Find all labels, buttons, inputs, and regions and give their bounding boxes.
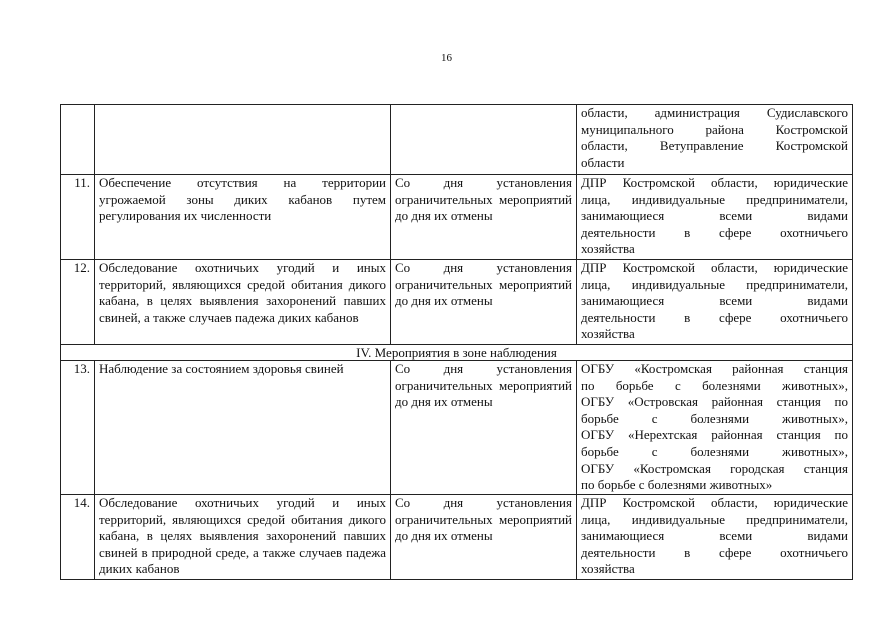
page-number: 16	[441, 52, 452, 64]
measure-cell: Обследование охотничьих угодий и иных территорий, являющихся средой обитания дикого кабана, в целях выявления захоронений павших свиней, а также случаев падежа диких кабанов	[95, 260, 391, 345]
responsible-line: ОГБУ «Островская районная станция по	[581, 394, 848, 410]
responsible-line: области, Ветуправление Костромской	[581, 138, 848, 154]
responsible-line: хозяйства	[581, 561, 635, 577]
responsible-line: ДПР Костромской области, юридические	[581, 260, 848, 275]
measure-cell: Обследование охотничьих угодий и иных территорий, являющихся средой обитания дикого кабана, в целях выявления захоронений павших свиней в природной среде, а также случаев падежа диких кабанов	[95, 495, 391, 580]
responsible-cell	[577, 495, 853, 580]
responsible-line: деятельности в сфере охотничьего	[581, 309, 848, 325]
responsible-line: ОГБУ «Нерехтская районная станция по	[581, 427, 848, 443]
responsible-line: лица, индивидуальные предприниматели,	[581, 276, 848, 292]
term-cell: Со дня установления ограничительных мероприятий до дня их отмены	[391, 495, 577, 580]
responsible-line: ДПР Костромской области, юридические	[581, 175, 848, 190]
row-number: 13.	[61, 361, 95, 495]
responsible-line: лица, индивидуальные предприниматели,	[581, 191, 848, 207]
responsible-cell	[577, 260, 853, 345]
measures-table	[60, 104, 853, 580]
term-cell	[391, 105, 577, 175]
table-row	[61, 361, 853, 495]
row-number	[61, 105, 95, 175]
responsible-line: по борьбе с болезнями животных»	[581, 477, 773, 493]
responsible-line: деятельности в сфере охотничьего	[581, 224, 848, 240]
table-row	[61, 495, 853, 580]
measure-cell: Обеспечение отсутствия на территории угрожаемой зоны диких кабанов путем регулирования их численности	[95, 175, 391, 260]
responsible-line: занимающиеся всеми видами	[581, 528, 848, 544]
row-number: 12.	[61, 260, 95, 345]
section-row	[61, 345, 853, 361]
row-number: 14.	[61, 495, 95, 580]
responsible-line: лица, индивидуальные предприниматели,	[581, 511, 848, 527]
term-cell: Со дня установления ограничительных мероприятий до дня их отмены	[391, 361, 577, 495]
responsible-line: по борьбе с болезнями животных»,	[581, 377, 848, 393]
responsible-cell	[577, 105, 853, 175]
table-row	[61, 260, 853, 345]
responsible-line: деятельности в сфере охотничьего	[581, 544, 848, 560]
section-heading: IV. Мероприятия в зоне наблюдения	[61, 345, 853, 361]
measure-cell	[95, 105, 391, 175]
responsible-line: ОГБУ «Костромская районная станция	[581, 361, 848, 376]
measure-cell: Наблюдение за состоянием здоровья свиней	[95, 361, 391, 495]
responsible-cell	[577, 361, 853, 495]
responsible-line: занимающиеся всеми видами	[581, 208, 848, 224]
responsible-line: муниципального района Костромской	[581, 121, 848, 137]
responsible-line: области, администрация Судиславского	[581, 105, 848, 120]
responsible-line: хозяйства	[581, 326, 635, 342]
responsible-line: борьбе с болезнями животных»,	[581, 410, 848, 426]
responsible-line: ДПР Костромской области, юридические	[581, 495, 848, 510]
row-number: 11.	[61, 175, 95, 260]
term-cell: Со дня установления ограничительных мероприятий до дня их отмены	[391, 260, 577, 345]
responsible-line: хозяйства	[581, 241, 635, 257]
responsible-line: борьбе с болезнями животных»,	[581, 443, 848, 459]
responsible-line: ОГБУ «Костромская городская станция	[581, 460, 848, 476]
table-row	[61, 175, 853, 260]
table-row	[61, 105, 853, 175]
responsible-line: занимающиеся всеми видами	[581, 293, 848, 309]
responsible-line: области	[581, 154, 625, 170]
term-cell: Со дня установления ограничительных мероприятий до дня их отмены	[391, 175, 577, 260]
responsible-cell	[577, 175, 853, 260]
